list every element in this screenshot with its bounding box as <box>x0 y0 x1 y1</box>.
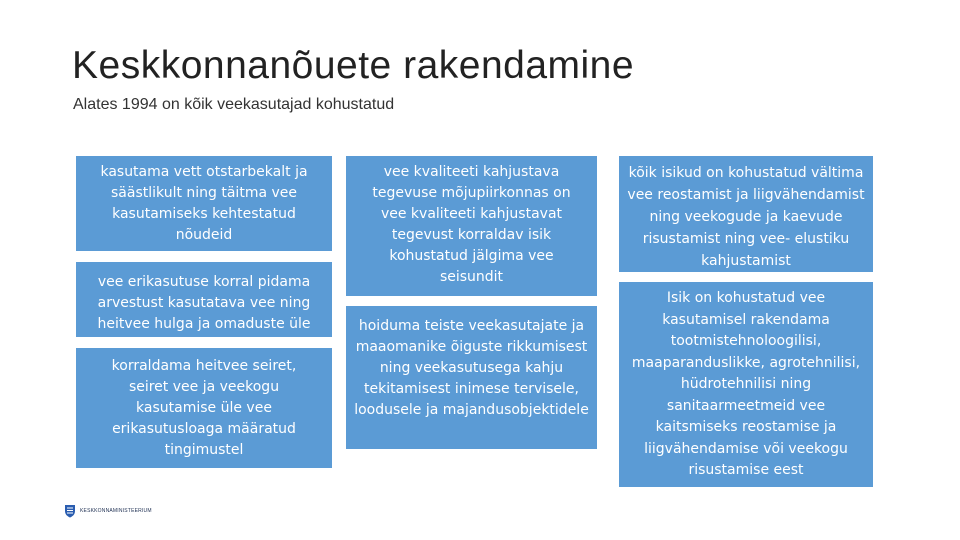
requirement-box-text: hoiduma teiste veekasutajate ja maaomanike õiguste rikkumisest ning veekasutusega kahju tekitamisest inimese tervisele, loodusele ja majandusobjektidele <box>354 318 589 418</box>
requirement-box-text: vee erikasutuse korral pidama arvestust kasutatava vee ning heitvee hulga ja omaduste üle <box>97 274 311 332</box>
requirement-box-pollution-prevention <box>619 156 873 272</box>
slide-subtitle: Alates 1994 on kõik veekasutajad kohustatud <box>73 96 395 113</box>
requirement-box-efficient-use <box>76 156 332 251</box>
coat-of-arms-icon <box>64 504 76 518</box>
requirement-box-accounting <box>76 262 332 337</box>
requirement-box-rights <box>346 306 597 449</box>
requirement-box-protective-measures <box>619 282 873 487</box>
ministry-logo <box>64 504 152 518</box>
logo-text: KESKKONNAMINISTEERIUM <box>80 508 152 514</box>
requirement-box-quality-monitoring <box>346 156 597 296</box>
requirement-box-text: korraldama heitvee seiret, seiret vee ja veekogu kasutamise üle vee erikasutusloaga määratud tingimustel <box>111 358 297 458</box>
requirement-box-text: kõik isikud on kohustatud vältima vee reostamist ja liigvähendamist ning veekogude ja kaevude risustamist ning vee- elustiku kahjustamist <box>627 165 865 269</box>
requirement-box-text: kasutama vett otstarbekalt ja säästlikult ning täitma vee kasutamiseks kehtestatud nõudeid <box>100 164 308 243</box>
requirement-box-monitoring <box>76 348 332 468</box>
slide-title: Keskkonnanõuete rakendamine <box>72 44 635 87</box>
requirement-box-text: vee kvaliteeti kahjustava tegevuse mõjupiirkonnas on vee kvaliteeti kahjustavat tegevust korraldav isik kohustatud jälgima vee seisundit <box>372 164 571 285</box>
requirement-box-text: Isik on kohustatud vee kasutamisel rakendama tootmistehnoloogilisi, maaparanduslikke, agrotehnilisi, hüdrotehnilisi ning sanitaarmeetmeid vee kaitsmiseks reostamise ja liigvähendamise või veekogu risustamise eest <box>631 290 861 478</box>
